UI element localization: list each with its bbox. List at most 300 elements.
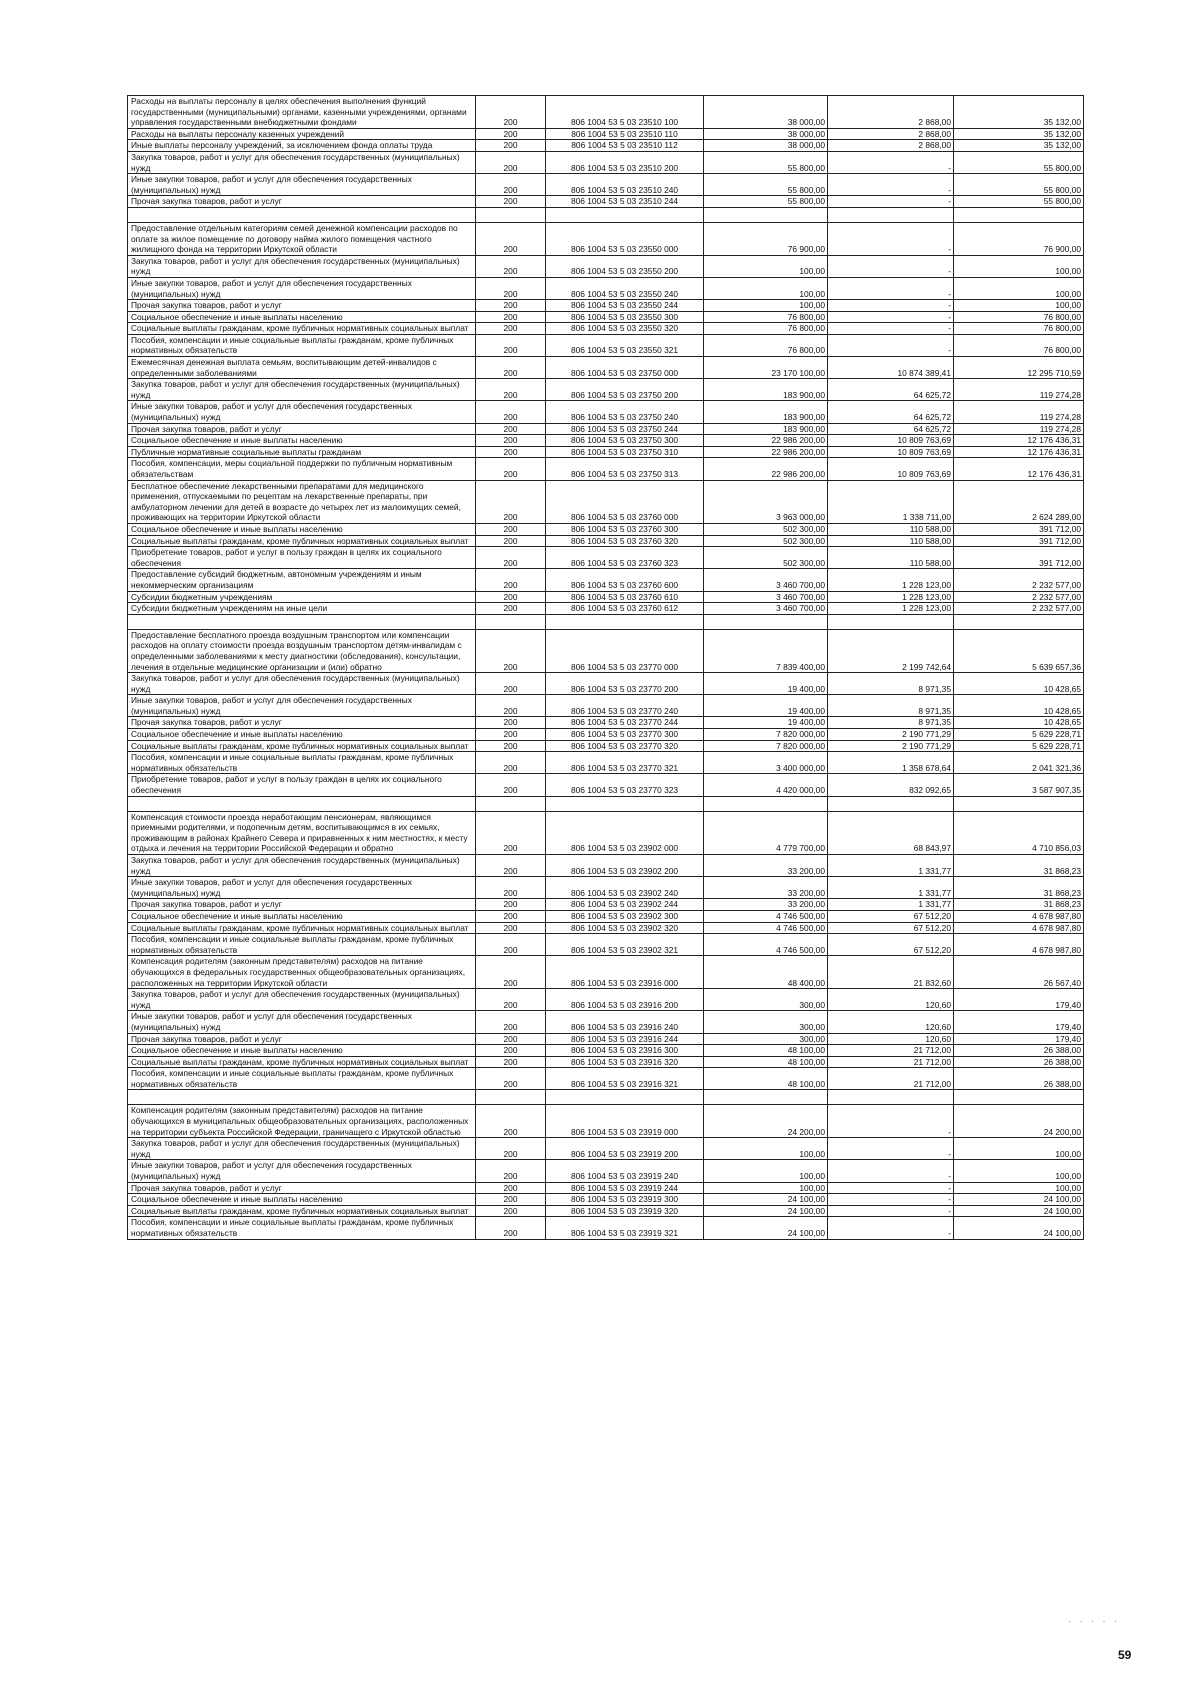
empty-cell	[954, 207, 1084, 222]
table-row	[128, 1033, 1084, 1045]
table-row	[128, 695, 1084, 717]
expense-name-cell: Пособия, компенсации и иные социальные выплаты гражданам, кроме публичных нормативных обязательств	[128, 1068, 476, 1090]
empty-cell	[476, 796, 546, 811]
expense-name-cell: Иные выплаты персоналу учреждений, за исключением фонда оплаты труда	[128, 140, 476, 152]
executed-amount-cell: -	[828, 300, 954, 312]
approved-amount-cell: 3 963 000,00	[704, 480, 828, 523]
executed-amount-cell: -	[828, 1217, 954, 1239]
unexecuted-amount-cell: 5 639 657,36	[954, 629, 1084, 672]
budget-classification-code-cell: 806 1004 53 5 03 23750 200	[546, 379, 704, 401]
unexecuted-amount-cell: 119 274,28	[954, 423, 1084, 435]
table-row	[128, 922, 1084, 934]
expense-name-cell: Пособия, компенсации и иные социальные выплаты гражданам, кроме публичных нормативных обязательств	[128, 334, 476, 356]
executed-amount-cell: -	[828, 334, 954, 356]
unexecuted-amount-cell: 100,00	[954, 277, 1084, 299]
unexecuted-amount-cell: 391 712,00	[954, 547, 1084, 569]
spacer-row	[128, 207, 1084, 222]
unexecuted-amount-cell: 179,40	[954, 1033, 1084, 1045]
executed-amount-cell: 10 809 763,69	[828, 458, 954, 480]
budget-classification-code-cell: 806 1004 53 5 03 23902 300	[546, 910, 704, 922]
approved-amount-cell: 48 100,00	[704, 1068, 828, 1090]
expense-name-cell: Социальное обеспечение и иные выплаты населению	[128, 1194, 476, 1206]
table-row	[128, 523, 1084, 535]
approved-amount-cell: 4 420 000,00	[704, 774, 828, 796]
expense-name-cell: Социальное обеспечение и иные выплаты населению	[128, 1045, 476, 1057]
unexecuted-amount-cell: 10 428,65	[954, 695, 1084, 717]
budget-classification-code-cell: 806 1004 53 5 03 23760 320	[546, 535, 704, 547]
expense-name-cell: Социальные выплаты гражданам, кроме публичных нормативных социальных выплат	[128, 323, 476, 335]
unexecuted-amount-cell: 2 041 321,36	[954, 752, 1084, 774]
approved-amount-cell: 33 200,00	[704, 855, 828, 877]
unexecuted-amount-cell: 4 678 987,80	[954, 910, 1084, 922]
line-code-cell: 200	[476, 523, 546, 535]
expense-name-cell: Пособия, компенсации и иные социальные выплаты гражданам, кроме публичных нормативных обязательств	[128, 934, 476, 956]
approved-amount-cell: 3 460 700,00	[704, 603, 828, 615]
empty-cell	[828, 796, 954, 811]
empty-cell	[476, 207, 546, 222]
line-code-cell: 200	[476, 423, 546, 435]
page-number: 59	[1118, 1648, 1132, 1662]
expense-name-cell: Иные закупки товаров, работ и услуг для обеспечения государственных (муниципальных) нужд	[128, 695, 476, 717]
line-code-cell: 200	[476, 752, 546, 774]
line-code-cell: 200	[476, 140, 546, 152]
unexecuted-amount-cell: 391 712,00	[954, 523, 1084, 535]
line-code-cell: 200	[476, 1160, 546, 1182]
unexecuted-amount-cell: 76 800,00	[954, 334, 1084, 356]
budget-classification-code-cell: 806 1004 53 5 03 23919 244	[546, 1182, 704, 1194]
expense-name-cell: Социальные выплаты гражданам, кроме публичных нормативных социальных выплат	[128, 740, 476, 752]
line-code-cell: 200	[476, 1105, 546, 1138]
budget-classification-code-cell: 806 1004 53 5 03 23760 000	[546, 480, 704, 523]
executed-amount-cell: 8 971,35	[828, 717, 954, 729]
empty-cell	[704, 1090, 828, 1105]
unexecuted-amount-cell: 4 710 856,03	[954, 811, 1084, 854]
table-row	[128, 96, 1084, 129]
empty-cell	[828, 207, 954, 222]
line-code-cell: 200	[476, 401, 546, 423]
budget-classification-code-cell: 806 1004 53 5 03 23510 244	[546, 196, 704, 208]
expense-name-cell: Социальное обеспечение и иные выплаты населению	[128, 523, 476, 535]
approved-amount-cell: 19 400,00	[704, 673, 828, 695]
empty-cell	[704, 207, 828, 222]
budget-classification-code-cell: 806 1004 53 5 03 23750 310	[546, 446, 704, 458]
approved-amount-cell: 48 100,00	[704, 1056, 828, 1068]
unexecuted-amount-cell: 2 232 577,00	[954, 603, 1084, 615]
empty-cell	[128, 796, 476, 811]
unexecuted-amount-cell: 5 629 228,71	[954, 740, 1084, 752]
expense-name-cell: Социальные выплаты гражданам, кроме публичных нормативных социальных выплат	[128, 1056, 476, 1068]
executed-amount-cell: 1 358 678,64	[828, 752, 954, 774]
budget-classification-code-cell: 806 1004 53 5 03 23760 610	[546, 591, 704, 603]
line-code-cell: 200	[476, 196, 546, 208]
table-row	[128, 458, 1084, 480]
executed-amount-cell: 67 512,20	[828, 934, 954, 956]
line-code-cell: 200	[476, 695, 546, 717]
approved-amount-cell: 7 820 000,00	[704, 740, 828, 752]
empty-cell	[704, 796, 828, 811]
approved-amount-cell: 38 000,00	[704, 140, 828, 152]
executed-amount-cell: -	[828, 323, 954, 335]
expense-name-cell: Компенсация родителям (законным представителям) расходов на питание обучающихся в муниципальных общеобразовательных организациях, расположенных на территории субъекта Российской Федерации, граничащего с Иркутской областью	[128, 1105, 476, 1138]
approved-amount-cell: 4 746 500,00	[704, 934, 828, 956]
executed-amount-cell: 21 712,00	[828, 1068, 954, 1090]
line-code-cell: 200	[476, 629, 546, 672]
executed-amount-cell: 1 338 711,00	[828, 480, 954, 523]
expense-name-cell: Социальное обеспечение и иные выплаты населению	[128, 435, 476, 447]
executed-amount-cell: 110 588,00	[828, 523, 954, 535]
executed-amount-cell: 1 228 123,00	[828, 569, 954, 591]
approved-amount-cell: 183 900,00	[704, 401, 828, 423]
line-code-cell: 200	[476, 300, 546, 312]
expense-name-cell: Прочая закупка товаров, работ и услуг	[128, 300, 476, 312]
table-row	[128, 401, 1084, 423]
table-row	[128, 934, 1084, 956]
line-code-cell: 200	[476, 334, 546, 356]
budget-classification-code-cell: 806 1004 53 5 03 23760 612	[546, 603, 704, 615]
expense-name-cell: Расходы на выплаты персоналу казенных учреждений	[128, 128, 476, 140]
budget-classification-code-cell: 806 1004 53 5 03 23770 200	[546, 673, 704, 695]
budget-classification-code-cell: 806 1004 53 5 03 23919 000	[546, 1105, 704, 1138]
unexecuted-amount-cell: 391 712,00	[954, 535, 1084, 547]
table-row	[128, 729, 1084, 741]
table-row	[128, 1205, 1084, 1217]
approved-amount-cell: 22 986 200,00	[704, 435, 828, 447]
table-row	[128, 855, 1084, 877]
executed-amount-cell: 2 868,00	[828, 140, 954, 152]
line-code-cell: 200	[476, 591, 546, 603]
expense-name-cell: Компенсация стоимости проезда неработающим пенсионерам, являющимся приемными родителями, и подопечным детям, воспитывающимся в их семьях, проживающим в районах Крайнего Севера и приравненных к ним местностях, к месту отдыха и лечения на территории Российской Федерации и обратно	[128, 811, 476, 854]
table-row	[128, 1194, 1084, 1206]
table-row	[128, 1011, 1084, 1033]
line-code-cell: 200	[476, 151, 546, 173]
table-row	[128, 811, 1084, 854]
budget-classification-code-cell: 806 1004 53 5 03 23919 320	[546, 1205, 704, 1217]
approved-amount-cell: 7 820 000,00	[704, 729, 828, 741]
expense-name-cell: Социальное обеспечение и иные выплаты населению	[128, 910, 476, 922]
expense-name-cell: Социальное обеспечение и иные выплаты населению	[128, 729, 476, 741]
executed-amount-cell: -	[828, 222, 954, 255]
line-code-cell: 200	[476, 1068, 546, 1090]
budget-classification-code-cell: 806 1004 53 5 03 23916 320	[546, 1056, 704, 1068]
budget-classification-code-cell: 806 1004 53 5 03 23770 240	[546, 695, 704, 717]
expense-name-cell: Предоставление отдельным категориям семей денежной компенсации расходов по оплате за жилое помещение по договору найма жилого помещения частного жилищного фонда на территории Иркутской области	[128, 222, 476, 255]
executed-amount-cell: 2 868,00	[828, 128, 954, 140]
approved-amount-cell: 100,00	[704, 255, 828, 277]
executed-amount-cell: -	[828, 151, 954, 173]
expense-name-cell: Субсидии бюджетным учреждениям на иные цели	[128, 603, 476, 615]
executed-amount-cell: -	[828, 174, 954, 196]
budget-classification-code-cell: 806 1004 53 5 03 23902 321	[546, 934, 704, 956]
empty-cell	[546, 207, 704, 222]
unexecuted-amount-cell: 26 388,00	[954, 1068, 1084, 1090]
expense-name-cell: Пособия, компенсации и иные социальные выплаты гражданам, кроме публичных нормативных обязательств	[128, 1217, 476, 1239]
approved-amount-cell: 100,00	[704, 1182, 828, 1194]
approved-amount-cell: 3 400 000,00	[704, 752, 828, 774]
budget-classification-code-cell: 806 1004 53 5 03 23770 300	[546, 729, 704, 741]
line-code-cell: 200	[476, 547, 546, 569]
approved-amount-cell: 24 100,00	[704, 1217, 828, 1239]
executed-amount-cell: -	[828, 1105, 954, 1138]
budget-classification-code-cell: 806 1004 53 5 03 23770 000	[546, 629, 704, 672]
unexecuted-amount-cell: 179,40	[954, 1011, 1084, 1033]
executed-amount-cell: 68 843,97	[828, 811, 954, 854]
expense-name-cell: Предоставление субсидий бюджетным, автономным учреждениям и иным некоммерческим организациям	[128, 569, 476, 591]
unexecuted-amount-cell: 24 100,00	[954, 1194, 1084, 1206]
line-code-cell: 200	[476, 222, 546, 255]
budget-classification-code-cell: 806 1004 53 5 03 23760 600	[546, 569, 704, 591]
approved-amount-cell: 33 200,00	[704, 899, 828, 911]
budget-classification-code-cell: 806 1004 53 5 03 23902 320	[546, 922, 704, 934]
unexecuted-amount-cell: 12 176 436,31	[954, 458, 1084, 480]
table-row	[128, 547, 1084, 569]
line-code-cell: 200	[476, 877, 546, 899]
unexecuted-amount-cell: 2 232 577,00	[954, 591, 1084, 603]
unexecuted-amount-cell: 4 678 987,80	[954, 922, 1084, 934]
unexecuted-amount-cell: 26 388,00	[954, 1056, 1084, 1068]
executed-amount-cell: 2 868,00	[828, 96, 954, 129]
executed-amount-cell: 64 625,72	[828, 423, 954, 435]
table-row	[128, 956, 1084, 989]
table-row	[128, 311, 1084, 323]
unexecuted-amount-cell: 2 232 577,00	[954, 569, 1084, 591]
table-row	[128, 1160, 1084, 1182]
approved-amount-cell: 100,00	[704, 277, 828, 299]
table-row	[128, 673, 1084, 695]
unexecuted-amount-cell: 26 567,40	[954, 956, 1084, 989]
unexecuted-amount-cell: 76 900,00	[954, 222, 1084, 255]
budget-classification-code-cell: 806 1004 53 5 03 23550 200	[546, 255, 704, 277]
approved-amount-cell: 183 900,00	[704, 423, 828, 435]
executed-amount-cell: 67 512,20	[828, 922, 954, 934]
budget-classification-code-cell: 806 1004 53 5 03 23770 244	[546, 717, 704, 729]
line-code-cell: 200	[476, 717, 546, 729]
executed-amount-cell: 1 331,77	[828, 899, 954, 911]
unexecuted-amount-cell: 76 800,00	[954, 323, 1084, 335]
approved-amount-cell: 22 986 200,00	[704, 458, 828, 480]
expense-name-cell: Закупка товаров, работ и услуг для обеспечения государственных (муниципальных) нужд	[128, 1138, 476, 1160]
table-row	[128, 435, 1084, 447]
approved-amount-cell: 76 800,00	[704, 334, 828, 356]
executed-amount-cell: 2 199 742,64	[828, 629, 954, 672]
executed-amount-cell: -	[828, 1160, 954, 1182]
approved-amount-cell: 24 100,00	[704, 1194, 828, 1206]
unexecuted-amount-cell: 10 428,65	[954, 673, 1084, 695]
line-code-cell: 200	[476, 1194, 546, 1206]
approved-amount-cell: 100,00	[704, 1160, 828, 1182]
table-row	[128, 535, 1084, 547]
executed-amount-cell: -	[828, 255, 954, 277]
budget-classification-code-cell: 806 1004 53 5 03 23902 244	[546, 899, 704, 911]
table-row	[128, 1068, 1084, 1090]
line-code-cell: 200	[476, 811, 546, 854]
table-row	[128, 877, 1084, 899]
budget-classification-code-cell: 806 1004 53 5 03 23770 323	[546, 774, 704, 796]
unexecuted-amount-cell: 12 176 436,31	[954, 435, 1084, 447]
line-code-cell: 200	[476, 899, 546, 911]
approved-amount-cell: 23 170 100,00	[704, 357, 828, 379]
unexecuted-amount-cell: 35 132,00	[954, 140, 1084, 152]
table-row	[128, 357, 1084, 379]
unexecuted-amount-cell: 26 388,00	[954, 1045, 1084, 1057]
approved-amount-cell: 502 300,00	[704, 535, 828, 547]
spacer-row	[128, 614, 1084, 629]
executed-amount-cell: 8 971,35	[828, 673, 954, 695]
executed-amount-cell: 832 092,65	[828, 774, 954, 796]
expense-name-cell: Иные закупки товаров, работ и услуг для обеспечения государственных (муниципальных) нужд	[128, 174, 476, 196]
executed-amount-cell: 64 625,72	[828, 379, 954, 401]
approved-amount-cell: 300,00	[704, 989, 828, 1011]
expense-name-cell: Закупка товаров, работ и услуг для обеспечения государственных (муниципальных) нужд	[128, 673, 476, 695]
table-row	[128, 899, 1084, 911]
line-code-cell: 200	[476, 277, 546, 299]
unexecuted-amount-cell: 12 176 436,31	[954, 446, 1084, 458]
budget-classification-code-cell: 806 1004 53 5 03 23916 000	[546, 956, 704, 989]
executed-amount-cell: 10 809 763,69	[828, 446, 954, 458]
expense-name-cell: Закупка товаров, работ и услуг для обеспечения государственных (муниципальных) нужд	[128, 855, 476, 877]
unexecuted-amount-cell: 10 428,65	[954, 717, 1084, 729]
budget-classification-code-cell: 806 1004 53 5 03 23750 300	[546, 435, 704, 447]
unexecuted-amount-cell: 3 587 907,35	[954, 774, 1084, 796]
unexecuted-amount-cell: 35 132,00	[954, 96, 1084, 129]
line-code-cell: 200	[476, 1045, 546, 1057]
line-code-cell: 200	[476, 535, 546, 547]
expense-name-cell: Иные закупки товаров, работ и услуг для обеспечения государственных (муниципальных) нужд	[128, 277, 476, 299]
line-code-cell: 200	[476, 480, 546, 523]
empty-cell	[828, 614, 954, 629]
unexecuted-amount-cell: 12 295 710,59	[954, 357, 1084, 379]
table-row	[128, 1045, 1084, 1057]
table-row	[128, 323, 1084, 335]
approved-amount-cell: 38 000,00	[704, 128, 828, 140]
expense-name-cell: Приобретение товаров, работ и услуг в пользу граждан в целях их социального обеспечения	[128, 774, 476, 796]
budget-classification-code-cell: 806 1004 53 5 03 23510 240	[546, 174, 704, 196]
executed-amount-cell: 21 832,60	[828, 956, 954, 989]
approved-amount-cell: 4 779 700,00	[704, 811, 828, 854]
line-code-cell: 200	[476, 458, 546, 480]
empty-cell	[546, 1090, 704, 1105]
executed-amount-cell: 21 712,00	[828, 1045, 954, 1057]
unexecuted-amount-cell: 4 678 987,80	[954, 934, 1084, 956]
approved-amount-cell: 24 100,00	[704, 1205, 828, 1217]
approved-amount-cell: 300,00	[704, 1011, 828, 1033]
line-code-cell: 200	[476, 673, 546, 695]
empty-cell	[128, 207, 476, 222]
unexecuted-amount-cell: 100,00	[954, 255, 1084, 277]
line-code-cell: 200	[476, 729, 546, 741]
table-row	[128, 1056, 1084, 1068]
expense-name-cell: Пособия, компенсации и иные социальные выплаты гражданам, кроме публичных нормативных обязательств	[128, 752, 476, 774]
budget-classification-code-cell: 806 1004 53 5 03 23760 300	[546, 523, 704, 535]
expense-name-cell: Приобретение товаров, работ и услуг в пользу граждан в целях их социального обеспечения	[128, 547, 476, 569]
budget-classification-code-cell: 806 1004 53 5 03 23510 112	[546, 140, 704, 152]
expense-name-cell: Закупка товаров, работ и услуг для обеспечения государственных (муниципальных) нужд	[128, 379, 476, 401]
budget-classification-code-cell: 806 1004 53 5 03 23916 200	[546, 989, 704, 1011]
unexecuted-amount-cell: 100,00	[954, 1160, 1084, 1182]
executed-amount-cell: -	[828, 311, 954, 323]
line-code-cell: 200	[476, 956, 546, 989]
table-row	[128, 423, 1084, 435]
executed-amount-cell: 1 228 123,00	[828, 591, 954, 603]
table-row	[128, 591, 1084, 603]
table-row	[128, 174, 1084, 196]
table-row	[128, 1105, 1084, 1138]
line-code-cell: 200	[476, 989, 546, 1011]
line-code-cell: 200	[476, 922, 546, 934]
line-code-cell: 200	[476, 934, 546, 956]
table-row	[128, 196, 1084, 208]
table-row	[128, 910, 1084, 922]
budget-classification-code-cell: 806 1004 53 5 03 23919 240	[546, 1160, 704, 1182]
budget-classification-code-cell: 806 1004 53 5 03 23550 320	[546, 323, 704, 335]
line-code-cell: 200	[476, 569, 546, 591]
expense-name-cell: Прочая закупка товаров, работ и услуг	[128, 717, 476, 729]
empty-cell	[546, 796, 704, 811]
table-row	[128, 569, 1084, 591]
executed-amount-cell: 1 331,77	[828, 855, 954, 877]
table-row	[128, 774, 1084, 796]
table-row	[128, 1182, 1084, 1194]
expense-name-cell: Закупка товаров, работ и услуг для обеспечения государственных (муниципальных) нужд	[128, 151, 476, 173]
budget-classification-code-cell: 806 1004 53 5 03 23550 244	[546, 300, 704, 312]
expense-name-cell: Расходы на выплаты персоналу в целях обеспечения выполнения функций государственными (муниципальными) органами, казенными учреждениями, органами управления государственными внебюджетными фондами	[128, 96, 476, 129]
line-code-cell: 200	[476, 174, 546, 196]
budget-classification-code-cell: 806 1004 53 5 03 23916 321	[546, 1068, 704, 1090]
table-row	[128, 1138, 1084, 1160]
budget-classification-code-cell: 806 1004 53 5 03 23750 244	[546, 423, 704, 435]
empty-cell	[828, 1090, 954, 1105]
line-code-cell: 200	[476, 446, 546, 458]
unexecuted-amount-cell: 2 624 289,00	[954, 480, 1084, 523]
table-row	[128, 151, 1084, 173]
executed-amount-cell: 2 190 771,29	[828, 729, 954, 741]
unexecuted-amount-cell: 31 868,23	[954, 877, 1084, 899]
unexecuted-amount-cell: 100,00	[954, 300, 1084, 312]
budget-classification-code-cell: 806 1004 53 5 03 23750 313	[546, 458, 704, 480]
empty-cell	[704, 614, 828, 629]
approved-amount-cell: 300,00	[704, 1033, 828, 1045]
executed-amount-cell: -	[828, 277, 954, 299]
line-code-cell: 200	[476, 1205, 546, 1217]
line-code-cell: 200	[476, 1011, 546, 1033]
expense-name-cell: Социальные выплаты гражданам, кроме публичных нормативных социальных выплат	[128, 922, 476, 934]
line-code-cell: 200	[476, 379, 546, 401]
unexecuted-amount-cell: 24 100,00	[954, 1217, 1084, 1239]
expense-name-cell: Бесплатное обеспечение лекарственными препаратами для медицинского применения, отпускаемыми по рецептам на лекарственные препараты, при амбулаторном лечении для детей в возрасте до четырех лет из малоимущих семей, проживающих на территории Иркутской области	[128, 480, 476, 523]
line-code-cell: 200	[476, 357, 546, 379]
line-code-cell: 200	[476, 1182, 546, 1194]
budget-classification-code-cell: 806 1004 53 5 03 23750 240	[546, 401, 704, 423]
budget-classification-code-cell: 806 1004 53 5 03 23919 300	[546, 1194, 704, 1206]
table-row	[128, 717, 1084, 729]
line-code-cell: 200	[476, 435, 546, 447]
executed-amount-cell: 2 190 771,29	[828, 740, 954, 752]
expense-name-cell: Прочая закупка товаров, работ и услуг	[128, 423, 476, 435]
executed-amount-cell: 10 809 763,69	[828, 435, 954, 447]
budget-classification-code-cell: 806 1004 53 5 03 23510 110	[546, 128, 704, 140]
table-row	[128, 140, 1084, 152]
executed-amount-cell: 8 971,35	[828, 695, 954, 717]
approved-amount-cell: 76 800,00	[704, 323, 828, 335]
approved-amount-cell: 502 300,00	[704, 547, 828, 569]
table-row	[128, 334, 1084, 356]
executed-amount-cell: -	[828, 1138, 954, 1160]
unexecuted-amount-cell: 100,00	[954, 1182, 1084, 1194]
unexecuted-amount-cell: 76 800,00	[954, 311, 1084, 323]
approved-amount-cell: 48 100,00	[704, 1045, 828, 1057]
approved-amount-cell: 55 800,00	[704, 151, 828, 173]
unexecuted-amount-cell: 55 800,00	[954, 196, 1084, 208]
executed-amount-cell: 67 512,20	[828, 910, 954, 922]
